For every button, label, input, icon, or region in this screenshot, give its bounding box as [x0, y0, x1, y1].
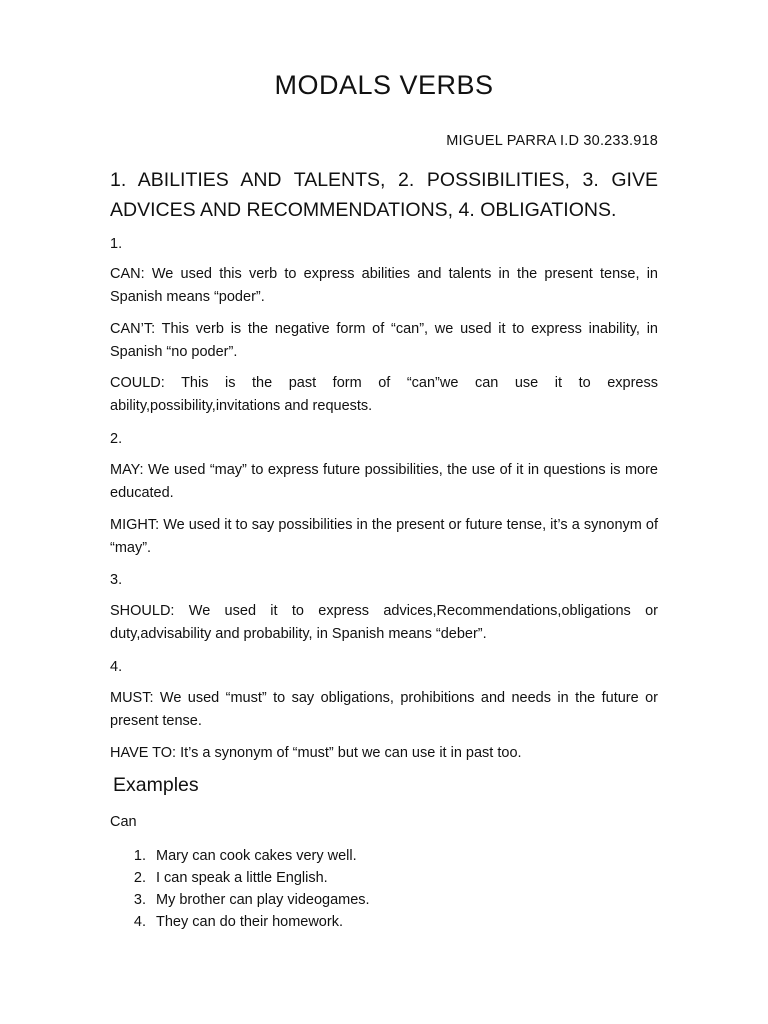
section-number-1: 1.: [110, 236, 123, 252]
list-item-number: 4.: [133, 914, 146, 930]
paragraph-may: MAY: We used “may” to express future possibilities, the use of it in questions is more educated.: [110, 462, 658, 501]
topics-heading: 1. ABILITIES AND TALENTS, 2. POSSIBILITIES, 3. GIVE ADVICES AND RECOMMENDATIONS, 4. OBLIGATIONS.: [110, 169, 658, 221]
paragraph-might: MIGHT: We used it to say possibilities in the present or future tense, it’s a synonym of “may”.: [110, 517, 658, 556]
document-title: MODALS VERBS: [274, 70, 494, 100]
section-number-3: 3.: [110, 572, 123, 588]
list-item: [110, 845, 370, 867]
list-item-number: 3.: [133, 892, 146, 908]
section-number-4: 4.: [110, 659, 123, 675]
paragraph-have-to: HAVE TO: It’s a synonym of “must” but we can use it in past too.: [110, 745, 522, 761]
paragraph-cant: CAN’T: This verb is the negative form of “can”, we used it to express inability, in Spanish “no poder”.: [110, 321, 658, 360]
list-item-text: I can speak a little English.: [156, 870, 328, 886]
list-item-text: They can do their homework.: [156, 914, 343, 930]
list-item: [110, 889, 370, 911]
list-item: [110, 911, 370, 933]
list-item-number: 1.: [133, 848, 146, 864]
list-item-text: My brother can play videogames.: [156, 892, 370, 908]
paragraph-must: MUST: We used “must” to say obligations, prohibitions and needs in the future or present tense.: [110, 690, 658, 729]
list-item-text: Mary can cook cakes very well.: [156, 848, 357, 864]
paragraph-could: COULD: This is the past form of “can”we can use it to express ability,possibility,invitations and requests.: [110, 375, 658, 414]
author-line: MIGUEL PARRA I.D 30.233.918: [446, 133, 658, 149]
section-number-2: 2.: [110, 431, 123, 447]
examples-subtitle: Can: [110, 814, 137, 830]
list-item: [110, 867, 370, 889]
paragraph-can: CAN: We used this verb to express abilities and talents in the present tense, in Spanish means “poder”.: [110, 266, 658, 305]
paragraph-should: SHOULD: We used it to express advices,Recommendations,obligations or duty,advisability and probability, in Spanish means “deber”.: [110, 603, 658, 642]
examples-list: [110, 845, 370, 933]
list-item-number: 2.: [133, 870, 146, 886]
examples-heading: Examples: [113, 774, 199, 796]
